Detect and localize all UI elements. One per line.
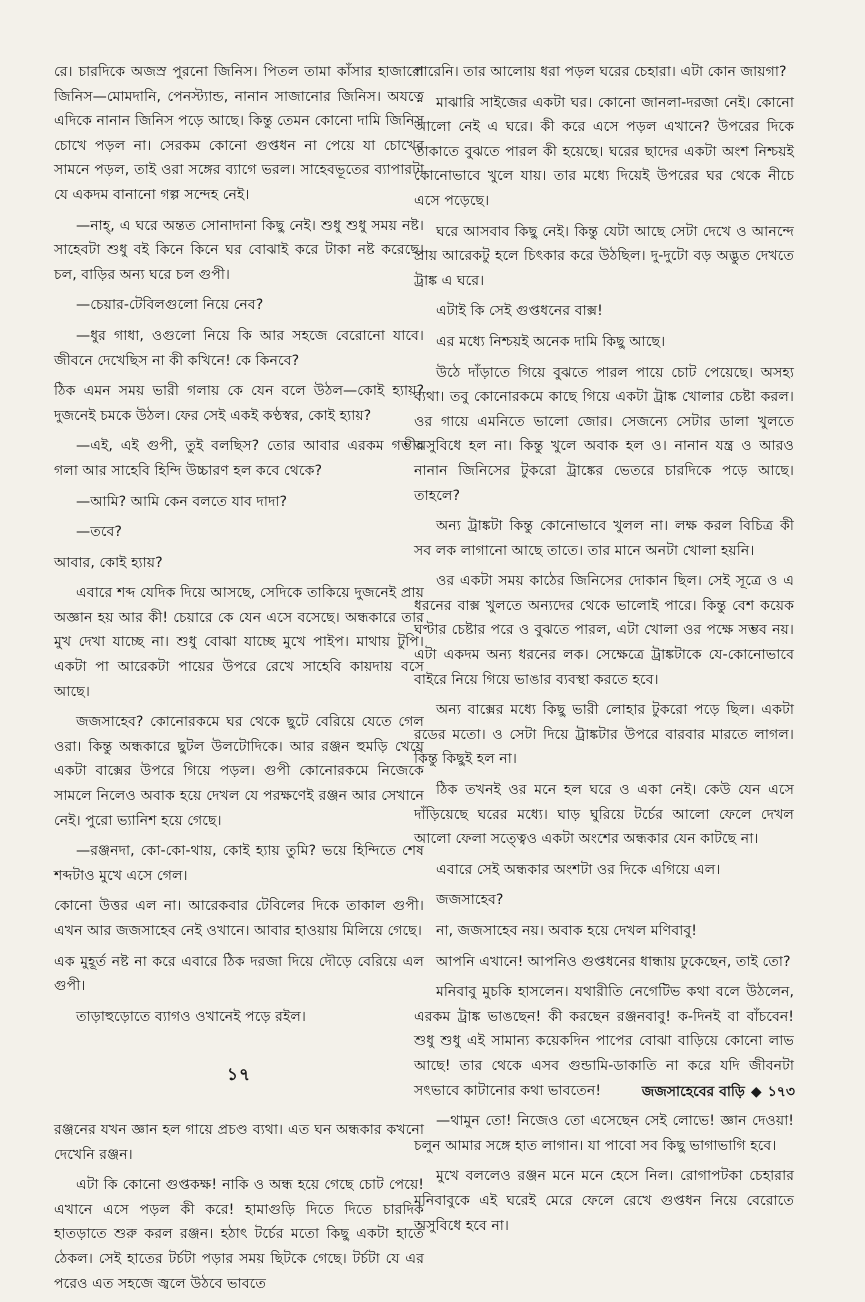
- paragraph: রঞ্জনের যখন জ্ঞান হল গায়ে প্রচণ্ড ব্যথা। এত ঘন অন্ধকার কখনো দেখেনি রঞ্জন।: [54, 1121, 424, 1163]
- paragraph: না, জজসাহেব নয়। অবাক হয়ে দেখল মণিবাবু!: [436, 923, 697, 939]
- paragraph: —তবে?: [76, 524, 122, 541]
- paragraph: —চেয়ার-টেবিলগুলো নিয়ে নেব?: [76, 297, 264, 314]
- paragraph: রে। চারদিকে অজস্র পুরনো জিনিস। পিতল তামা কাঁসার হাজারো জিনিস—মোমদানি, পেনস্ট্যান্ড, নানান সাজানোর জিনিস। অযত্নে এদিকে নানান জিনিস পড়ে আছে। কিন্তু তেমন কোনো দামি জিনিস চোখে পড়ল না। সেরকম কোনো গুপ্তধন না পেয়ে যা চোখের সামনে পড়ল, তাই ওরা সঙ্গের ব্যাগে ভরল। সাহেবভূতের ব্যাপারটা যে একদম বানানো গল্প সন্দেহ নেই।: [54, 64, 424, 203]
- paragraph: পারেনি। তার আলোয় ধরা পড়ল ঘরের চেহারা। এটা কোন জায়গা?: [414, 64, 787, 80]
- paragraph: জজসাহেব?: [436, 892, 504, 909]
- paragraph: —নাহ্‌, এ ঘরে অন্তত সোনাদানা কিছু নেই। শুধু শুধু সময় নষ্ট। সাহেবটা শুধু বই কিনে কিনে ঘর বোঝাই করে টাকা নষ্ট করেছে। চল, বাড়ির অন্য ঘরে চল গুপী।: [54, 217, 424, 283]
- paragraph: —থামুন তো! নিজেও তো এসেছেন সেই লোভে! জ্ঞান দেওয়া! চলুন আমার সঙ্গে হাত লাগান। যা পাবো সব কিছু ভাগাভাগি হবে।: [414, 1113, 794, 1154]
- paragraph: —ধুর গাধা, ওগুলো নিয়ে কি আর সহজে বেরোনো যাবে। জীবনে দেখেছিস না কী কখিনে! কে কিনবে?: [54, 327, 424, 369]
- paragraph: মনিবাবু মুচকি হাসলেন। যথারীতি নেগেটিভ কথা বলে উঠলেন, এরকম ট্রাঙ্ক ভাঙছেন! কী করছেন রঞ্জনবাবু! ক-দিনই বা বাঁচবেন! শুধু শুধু এই সামান্য কয়েকদিন পাপের বোঝা বাড়িয়ে কোনো লাভ আছে! তার থেকে এসব গুন্ডামি-ডাকাতি না করে যদি জীবনটা সৎভাবে কাটানোর কথা ভাবতেন!: [414, 984, 794, 1099]
- left-column: [54, 60, 424, 1302]
- paragraph: এক মুহূর্ত নষ্ট না করে এবারে ঠিক দরজা দিয়ে দৌড়ে বেরিয়ে এল গুপী।: [54, 953, 424, 995]
- paragraph: মুখে বললেও রঞ্জন মনে মনে হেসে নিল। রোগাপটকা চেহারার মনিবাবুকে এই ঘরেই মেরে ফেলে রেখে গুপ্তধন নিয়ে বেরোতে অসুবিধে হবে না।: [414, 1168, 794, 1234]
- paragraph: ওর একটা সময় কাঠের জিনিসের দোকান ছিল। সেই সূত্রে ও এ ধরনের বাক্স খুলতে অন্যদের থেকে ভালোই পারে। কিন্তু বেশ কয়েক ঘণ্টার চেষ্টার পরে ও বুঝতে পারল, এটা খোলা ওর পক্ষে সম্ভব নয়। এটা একদম অন্য ধরনের লক। সেক্ষেত্রে ট্রাঙ্কটাকে যে-কোনোভাবে বাইরে নিয়ে গিয়ে ভাঙার ব্যবস্থা করতে হবে।: [414, 573, 794, 688]
- paragraph: এটা কি কোনো গুপ্তকক্ষ! নাকি ও অন্ধ হয়ে গেছে চোট পেয়ে! এখানে এসে পড়ল কী করে! হামাগুড়ি দিতে দিতে চারদিক হাতড়াতে শুরু করল রঞ্জন। হঠাৎ টর্চের মতো কিছু একটা হাতে ঠেকল। সেই হাতের টর্চটা পড়ার সময় ছিটকে গেছে। টর্চটা যে এর পরেও এত সহজে জ্বলে উঠবে ভাবতে: [54, 1177, 424, 1292]
- paragraph: তাড়াহুড়োতে ব্যাগও ওখানেই পড়ে রইল।: [76, 1008, 306, 1025]
- paragraph: মাঝারি সাইজের একটা ঘর। কোনো জানলা-দরজা নেই। কোনো আলো নেই এ ঘরে। কী করে এসে পড়ল এখানে? উপরের দিকে তাকাতে বুঝতে পারল কী হয়েছে। ঘরের ছাদের একটা অংশ নিশ্চয়ই কোনোভাবে খুলে যায়। তার মধ্যে দিয়েই উপরের ঘর থেকে নীচে এসে পড়েছে।: [414, 94, 794, 209]
- paragraph: ঘরে আসবাব কিছু নেই। কিন্তু যেটা আছে সেটা দেখে ও আনন্দে প্রায় আরেকটু হলে চিৎকার করে উঠছিল। দু-দুটো বড় অদ্ভুত দেখতে ট্রাঙ্ক এ ঘরে।: [414, 223, 794, 289]
- chapter-number: ১৭: [226, 1065, 252, 1086]
- paragraph: আবার, কোই হ্যায়?: [54, 554, 163, 571]
- paragraph: অন্য বাক্সের মধ্যে কিছু ভারী লোহার টুকরো পড়ে ছিল। একটা রডের মতো। ও সেটা দিয়ে ট্রাঙ্কটার উপরে বারবার মারতে লাগল। কিন্তু কিছুই হল না।: [414, 702, 794, 768]
- paragraph: ঠিক তখনই ওর মনে হল ঘরে ও একা নেই। কেউ যেন এসে দাঁড়িয়েছে ঘরের মধ্যে। ঘাড় ঘুরিয়ে টর্চের আলো ফেলে দেখল আলো ফেলা সত্ত্বেও একটা অংশের অন্ধকার যেন কাটছে না।: [414, 782, 794, 848]
- paragraph: এবারে সেই অন্ধকার অংশটা ওর দিকে এগিয়ে এল।: [436, 861, 721, 878]
- page-number: ১৭৩: [767, 1084, 795, 1100]
- paragraph: উঠে দাঁড়াতে গিয়ে বুঝতে পারল পায়ে চোট পেয়েছে। অসহ্য ব্যথা। তবু কোনোরকমে কাছে গিয়ে একটা ট্রাঙ্ক খোলার চেষ্টা করল। ওর গায়ে এমনিতে ভালো জোর। সেজন্যে সেটার ডালা খুলতে অসুবিধে হল না। কিন্তু খুলে অবাক হল ও। নানান যন্ত্র ও আরও নানান জিনিসের টুকরো ট্রাঙ্কের ভেতরে চারদিকে পড়ে আছে। তাহলে?: [414, 364, 794, 504]
- paragraph: —এই, এই গুপী, তুই বলছিস? তোর আবার এরকম গম্ভীর গলা আর সাহেবি হিন্দি উচ্চারণ হল কবে থেকে?: [54, 438, 424, 479]
- paragraph: এর মধ্যে নিশ্চয়ই অনেক দামি কিছু আছে।: [436, 333, 666, 350]
- paragraph: কোনো উত্তর এল না। আরেকবার টেবিলের দিকে তাকাল গুপী। এখন আর জজসাহেব নেই ওখানে। আবার হাওয়ায় মিলিয়ে গেছে।: [54, 898, 424, 939]
- paragraph: জজসাহেব? কোনোরকমে ঘর থেকে ছুটে বেরিয়ে যেতে গেল ওরা। কিন্তু অন্ধকারে ছুটল উলটোদিকে। আর রঞ্জন হুমড়ি খেয়ে একটা বাক্সের উপরে গিয়ে পড়ল। গুপী কোনোরকমে নিজেকে সামলে নিলেও অবাক হয়ে দেখল যে পরক্ষণেই রঞ্জন আর সেখানে নেই। পুরো ভ্যানিশ হয়ে গেছে।: [54, 714, 424, 829]
- diamond-icon: ◆: [750, 1084, 762, 1100]
- paragraph: এবারে শব্দ যেদিক দিয়ে আসছে, সেদিকে তাকিয়ে দুজনেই প্রায় অজ্ঞান হয় আর কী! চেয়ারে কে যেন এসে বসেছে। অন্ধকারে তার মুখ দেখা যাচ্ছে না। শুধু বোঝা যাচ্ছে মুখে পাইপ। মাথায় টুপি। একটা পা আরেকটা পায়ের উপরে রেখে সাহেবি কায়দায় বসে আছে।: [54, 585, 424, 700]
- right-column: [414, 60, 794, 1244]
- paragraph: আপনি এখানে! আপনিও গুপ্তধনের ধান্ধায় ঢুকেছেন, তাই তো?: [436, 953, 791, 970]
- paragraph: এটাই কি সেই গুপ্তধনের বাক্স!: [436, 303, 603, 320]
- paragraph: —রঞ্জনদা, কো-কো-থায়, কোই হ্যায় তুমি? ভয়ে হিন্দিতে শেষ শব্দটাও মুখে এসে গেল।: [54, 843, 424, 884]
- page-footer: [642, 1080, 795, 1104]
- paragraph: —আমি? আমি কেন বলতে যাব দাদা?: [76, 493, 288, 510]
- running-title: জজসাহেবের বাড়ি: [641, 1084, 745, 1100]
- paragraph: ঠিক এমন সময় ভারী গলায় কে যেন বলে উঠল—কোই হ্যায়? দুজনেই চমকে উঠল। ফের সেই একই কণ্ঠস্বর, কোই হ্যায়?: [54, 383, 424, 424]
- paragraph: অন্য ট্রাঙ্কটা কিন্তু কোনোভাবে খুলল না। লক্ষ করল বিচিত্র কী সব লক লাগানো আছে তাতে। তার মানে অনটা খোলা হয়নি।: [414, 518, 794, 559]
